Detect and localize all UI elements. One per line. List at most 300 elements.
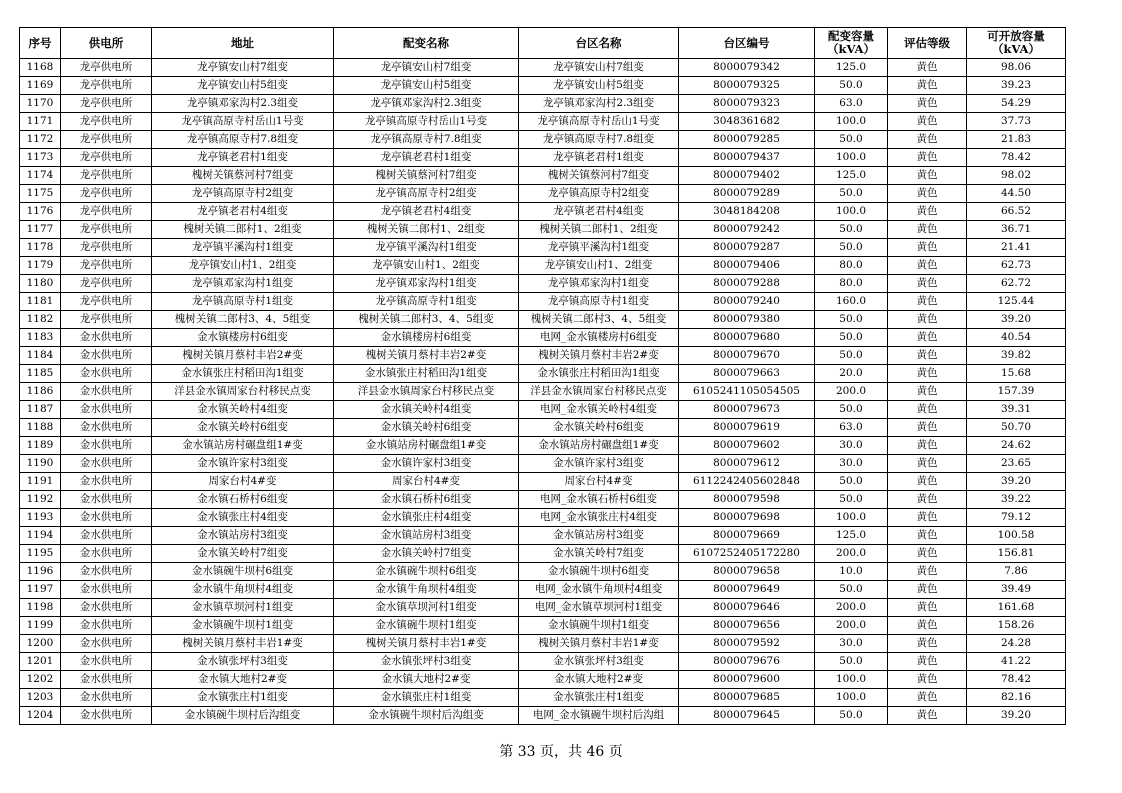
col-grade-cell: 黄色 bbox=[888, 329, 967, 347]
col-area-name-cell: 金水镇张庄村稻田沟1组变 bbox=[519, 365, 679, 383]
col-address-cell: 龙亭镇邓家沟村2.3组变 bbox=[152, 95, 334, 113]
col-station-cell: 金水供电所 bbox=[61, 563, 152, 581]
col-grade-cell: 黄色 bbox=[888, 581, 967, 599]
col-capacity-cell: 100.0 bbox=[815, 689, 888, 707]
col-transformer-name-cell: 金水镇草坝河村1组变 bbox=[334, 599, 519, 617]
col-area-name-cell: 龙亭镇高原寺村7.8组变 bbox=[519, 131, 679, 149]
col-grade-cell: 黄色 bbox=[888, 455, 967, 473]
col-grade-cell: 黄色 bbox=[888, 95, 967, 113]
table-row bbox=[20, 365, 1066, 383]
col-capacity-cell: 200.0 bbox=[815, 599, 888, 617]
col-area-name-cell: 龙亭镇老君村4组变 bbox=[519, 203, 679, 221]
col-station-cell: 金水供电所 bbox=[61, 491, 152, 509]
col-open-capacity-cell: 158.26 bbox=[967, 617, 1066, 635]
col-address-cell: 龙亭镇高原寺村1组变 bbox=[152, 293, 334, 311]
table-row bbox=[20, 203, 1066, 221]
col-area-code-cell: 8000079649 bbox=[679, 581, 815, 599]
col-area-code-cell: 8000079288 bbox=[679, 275, 815, 293]
col-open-capacity-cell: 39.22 bbox=[967, 491, 1066, 509]
col-transformer-name-cell: 龙亭镇邓家沟村2.3组变 bbox=[334, 95, 519, 113]
col-address-cell: 龙亭镇安山村1、2组变 bbox=[152, 257, 334, 275]
table-row bbox=[20, 509, 1066, 527]
table-row bbox=[20, 545, 1066, 563]
table-row bbox=[20, 239, 1066, 257]
col-station-cell: 龙亭供电所 bbox=[61, 149, 152, 167]
col-grade-cell: 黄色 bbox=[888, 113, 967, 131]
col-transformer-name-cell: 金水镇站房村3组变 bbox=[334, 527, 519, 545]
col-station-cell: 龙亭供电所 bbox=[61, 311, 152, 329]
table-row bbox=[20, 113, 1066, 131]
col-index-cell: 1193 bbox=[20, 509, 61, 527]
col-capacity-cell: 50.0 bbox=[815, 707, 888, 725]
col-area-code-cell: 8000079592 bbox=[679, 635, 815, 653]
col-area-name-cell: 金水镇站房村3组变 bbox=[519, 527, 679, 545]
col-transformer-name-cell: 金水镇楼房村6组变 bbox=[334, 329, 519, 347]
col-area-code-cell: 8000079612 bbox=[679, 455, 815, 473]
col-capacity-cell: 63.0 bbox=[815, 95, 888, 113]
col-index-cell: 1172 bbox=[20, 131, 61, 149]
col-grade-cell: 黄色 bbox=[888, 149, 967, 167]
col-capacity-cell: 200.0 bbox=[815, 545, 888, 563]
col-area-name-cell: 龙亭镇平溪沟村1组变 bbox=[519, 239, 679, 257]
col-address-cell: 龙亭镇安山村7组变 bbox=[152, 59, 334, 77]
col-station-cell: 金水供电所 bbox=[61, 581, 152, 599]
col-open-capacity-cell: 156.81 bbox=[967, 545, 1066, 563]
col-station-cell: 龙亭供电所 bbox=[61, 293, 152, 311]
col-area-name-cell: 洋县金水镇周家台村移民点变 bbox=[519, 383, 679, 401]
col-area-code-cell: 8000079342 bbox=[679, 59, 815, 77]
col-index-cell: 1200 bbox=[20, 635, 61, 653]
header-col-index: 序号 bbox=[20, 28, 61, 59]
col-open-capacity-cell: 24.62 bbox=[967, 437, 1066, 455]
col-index-cell: 1183 bbox=[20, 329, 61, 347]
col-station-cell: 金水供电所 bbox=[61, 347, 152, 365]
col-grade-cell: 黄色 bbox=[888, 239, 967, 257]
header-col-open-capacity: 可开放容量 （kVA） bbox=[967, 28, 1066, 59]
col-area-name-cell: 金水镇大地村2#变 bbox=[519, 671, 679, 689]
col-area-code-cell: 8000079646 bbox=[679, 599, 815, 617]
col-index-cell: 1201 bbox=[20, 653, 61, 671]
col-area-code-cell: 8000079285 bbox=[679, 131, 815, 149]
col-capacity-cell: 160.0 bbox=[815, 293, 888, 311]
table-row bbox=[20, 491, 1066, 509]
col-capacity-cell: 125.0 bbox=[815, 59, 888, 77]
col-transformer-name-cell: 金水镇石桥村6组变 bbox=[334, 491, 519, 509]
col-open-capacity-cell: 161.68 bbox=[967, 599, 1066, 617]
col-area-name-cell: 龙亭镇高原寺村1组变 bbox=[519, 293, 679, 311]
col-address-cell: 金水镇张庄村1组变 bbox=[152, 689, 334, 707]
col-open-capacity-cell: 39.82 bbox=[967, 347, 1066, 365]
col-area-code-cell: 8000079670 bbox=[679, 347, 815, 365]
col-capacity-cell: 100.0 bbox=[815, 113, 888, 131]
col-transformer-name-cell: 龙亭镇平溪沟村1组变 bbox=[334, 239, 519, 257]
header-col-area-code: 台区编号 bbox=[679, 28, 815, 59]
col-transformer-name-cell: 金水镇张庄村1组变 bbox=[334, 689, 519, 707]
table-row bbox=[20, 131, 1066, 149]
col-open-capacity-cell: 66.52 bbox=[967, 203, 1066, 221]
col-capacity-cell: 20.0 bbox=[815, 365, 888, 383]
table-row bbox=[20, 95, 1066, 113]
col-transformer-name-cell: 龙亭镇高原寺村2组变 bbox=[334, 185, 519, 203]
col-station-cell: 龙亭供电所 bbox=[61, 275, 152, 293]
col-area-code-cell: 8000079680 bbox=[679, 329, 815, 347]
col-transformer-name-cell: 槐树关镇月蔡村丰岩1#变 bbox=[334, 635, 519, 653]
col-capacity-cell: 50.0 bbox=[815, 653, 888, 671]
header-col-capacity: 配变容量 （kVA） bbox=[815, 28, 888, 59]
col-open-capacity-cell: 98.02 bbox=[967, 167, 1066, 185]
table-row bbox=[20, 617, 1066, 635]
col-capacity-cell: 30.0 bbox=[815, 455, 888, 473]
col-address-cell: 龙亭镇安山村5组变 bbox=[152, 77, 334, 95]
col-index-cell: 1169 bbox=[20, 77, 61, 95]
col-address-cell: 龙亭镇邓家沟村1组变 bbox=[152, 275, 334, 293]
col-station-cell: 金水供电所 bbox=[61, 419, 152, 437]
col-area-code-cell: 8000079656 bbox=[679, 617, 815, 635]
col-open-capacity-cell: 41.22 bbox=[967, 653, 1066, 671]
col-area-name-cell: 金水镇碗牛坝村6组变 bbox=[519, 563, 679, 581]
table-row bbox=[20, 347, 1066, 365]
col-capacity-cell: 80.0 bbox=[815, 275, 888, 293]
col-address-cell: 金水镇碗牛坝村1组变 bbox=[152, 617, 334, 635]
col-station-cell: 金水供电所 bbox=[61, 653, 152, 671]
col-transformer-name-cell: 槐树关镇月蔡村丰岩2#变 bbox=[334, 347, 519, 365]
table-row bbox=[20, 293, 1066, 311]
col-capacity-cell: 50.0 bbox=[815, 401, 888, 419]
col-area-name-cell: 槐树关镇蔡河村7组变 bbox=[519, 167, 679, 185]
col-address-cell: 槐树关镇二郎村3、4、5组变 bbox=[152, 311, 334, 329]
table-row bbox=[20, 311, 1066, 329]
col-grade-cell: 黄色 bbox=[888, 257, 967, 275]
col-transformer-name-cell: 金水镇牛角坝村4组变 bbox=[334, 581, 519, 599]
col-index-cell: 1188 bbox=[20, 419, 61, 437]
col-grade-cell: 黄色 bbox=[888, 185, 967, 203]
header-col-station: 供电所 bbox=[61, 28, 152, 59]
table-row bbox=[20, 689, 1066, 707]
col-address-cell: 金水镇石桥村6组变 bbox=[152, 491, 334, 509]
table-row bbox=[20, 635, 1066, 653]
col-open-capacity-cell: 50.70 bbox=[967, 419, 1066, 437]
col-area-code-cell: 8000079602 bbox=[679, 437, 815, 455]
col-grade-cell: 黄色 bbox=[888, 221, 967, 239]
col-transformer-name-cell: 周家台村4#变 bbox=[334, 473, 519, 491]
col-area-name-cell: 槐树关镇二郎村1、2组变 bbox=[519, 221, 679, 239]
col-open-capacity-cell: 157.39 bbox=[967, 383, 1066, 401]
col-area-name-cell: 电网_金水镇牛角坝村4组变 bbox=[519, 581, 679, 599]
col-index-cell: 1180 bbox=[20, 275, 61, 293]
col-open-capacity-cell: 125.44 bbox=[967, 293, 1066, 311]
col-capacity-cell: 100.0 bbox=[815, 671, 888, 689]
col-capacity-cell: 50.0 bbox=[815, 131, 888, 149]
col-open-capacity-cell: 24.28 bbox=[967, 635, 1066, 653]
col-address-cell: 龙亭镇高原寺村7.8组变 bbox=[152, 131, 334, 149]
col-transformer-name-cell: 金水镇碗牛坝村1组变 bbox=[334, 617, 519, 635]
col-area-name-cell: 金水镇碗牛坝村1组变 bbox=[519, 617, 679, 635]
col-open-capacity-cell: 79.12 bbox=[967, 509, 1066, 527]
page-number: 第 33 页，共 46 页 bbox=[499, 744, 623, 760]
col-index-cell: 1182 bbox=[20, 311, 61, 329]
col-grade-cell: 黄色 bbox=[888, 473, 967, 491]
col-station-cell: 龙亭供电所 bbox=[61, 113, 152, 131]
col-address-cell: 金水镇关岭村4组变 bbox=[152, 401, 334, 419]
col-capacity-cell: 63.0 bbox=[815, 419, 888, 437]
col-area-name-cell: 槐树关镇二郎村3、4、5组变 bbox=[519, 311, 679, 329]
col-station-cell: 金水供电所 bbox=[61, 671, 152, 689]
col-capacity-cell: 50.0 bbox=[815, 473, 888, 491]
col-index-cell: 1173 bbox=[20, 149, 61, 167]
col-index-cell: 1175 bbox=[20, 185, 61, 203]
col-transformer-name-cell: 金水镇大地村2#变 bbox=[334, 671, 519, 689]
table-row bbox=[20, 167, 1066, 185]
col-capacity-cell: 200.0 bbox=[815, 383, 888, 401]
col-capacity-cell: 100.0 bbox=[815, 509, 888, 527]
header-col-address: 地址 bbox=[152, 28, 334, 59]
col-area-code-cell: 8000079645 bbox=[679, 707, 815, 725]
col-area-code-cell: 8000079406 bbox=[679, 257, 815, 275]
col-grade-cell: 黄色 bbox=[888, 203, 967, 221]
col-index-cell: 1178 bbox=[20, 239, 61, 257]
col-station-cell: 龙亭供电所 bbox=[61, 221, 152, 239]
col-area-name-cell: 龙亭镇老君村1组变 bbox=[519, 149, 679, 167]
col-grade-cell: 黄色 bbox=[888, 59, 967, 77]
col-area-code-cell: 8000079598 bbox=[679, 491, 815, 509]
col-index-cell: 1176 bbox=[20, 203, 61, 221]
table-row bbox=[20, 671, 1066, 689]
col-index-cell: 1204 bbox=[20, 707, 61, 725]
col-capacity-cell: 10.0 bbox=[815, 563, 888, 581]
col-index-cell: 1192 bbox=[20, 491, 61, 509]
col-area-name-cell: 电网_金水镇张庄村4组变 bbox=[519, 509, 679, 527]
col-station-cell: 金水供电所 bbox=[61, 509, 152, 527]
col-address-cell: 槐树关镇月蔡村丰岩1#变 bbox=[152, 635, 334, 653]
col-open-capacity-cell: 37.73 bbox=[967, 113, 1066, 131]
col-area-code-cell: 8000079437 bbox=[679, 149, 815, 167]
col-capacity-cell: 30.0 bbox=[815, 635, 888, 653]
col-transformer-name-cell: 金水镇关岭村6组变 bbox=[334, 419, 519, 437]
table-row bbox=[20, 437, 1066, 455]
col-grade-cell: 黄色 bbox=[888, 77, 967, 95]
col-transformer-name-cell: 龙亭镇高原寺村7.8组变 bbox=[334, 131, 519, 149]
table-body bbox=[20, 59, 1066, 725]
col-station-cell: 金水供电所 bbox=[61, 473, 152, 491]
col-area-name-cell: 龙亭镇高原寺村2组变 bbox=[519, 185, 679, 203]
col-grade-cell: 黄色 bbox=[888, 437, 967, 455]
col-area-code-cell: 8000079685 bbox=[679, 689, 815, 707]
col-index-cell: 1195 bbox=[20, 545, 61, 563]
col-station-cell: 金水供电所 bbox=[61, 437, 152, 455]
col-open-capacity-cell: 39.49 bbox=[967, 581, 1066, 599]
col-grade-cell: 黄色 bbox=[888, 311, 967, 329]
col-transformer-name-cell: 金水镇关岭村7组变 bbox=[334, 545, 519, 563]
col-capacity-cell: 100.0 bbox=[815, 203, 888, 221]
col-transformer-name-cell: 金水镇碗牛坝村后沟组变 bbox=[334, 707, 519, 725]
col-grade-cell: 黄色 bbox=[888, 527, 967, 545]
col-station-cell: 龙亭供电所 bbox=[61, 59, 152, 77]
col-address-cell: 金水镇大地村2#变 bbox=[152, 671, 334, 689]
col-station-cell: 龙亭供电所 bbox=[61, 95, 152, 113]
col-area-code-cell: 6105241105054505 bbox=[679, 383, 815, 401]
col-transformer-name-cell: 龙亭镇邓家沟村1组变 bbox=[334, 275, 519, 293]
col-transformer-name-cell: 龙亭镇高原寺村1组变 bbox=[334, 293, 519, 311]
col-grade-cell: 黄色 bbox=[888, 131, 967, 149]
col-capacity-cell: 125.0 bbox=[815, 167, 888, 185]
col-address-cell: 周家台村4#变 bbox=[152, 473, 334, 491]
col-capacity-cell: 30.0 bbox=[815, 437, 888, 455]
col-station-cell: 金水供电所 bbox=[61, 527, 152, 545]
col-index-cell: 1174 bbox=[20, 167, 61, 185]
col-area-name-cell: 龙亭镇安山村5组变 bbox=[519, 77, 679, 95]
col-area-name-cell: 电网_金水镇草坝河村1组变 bbox=[519, 599, 679, 617]
col-station-cell: 金水供电所 bbox=[61, 599, 152, 617]
col-capacity-cell: 50.0 bbox=[815, 581, 888, 599]
col-area-code-cell: 6112242405602848 bbox=[679, 473, 815, 491]
col-area-code-cell: 8000079240 bbox=[679, 293, 815, 311]
col-station-cell: 龙亭供电所 bbox=[61, 203, 152, 221]
col-address-cell: 金水镇楼房村6组变 bbox=[152, 329, 334, 347]
col-area-code-cell: 8000079698 bbox=[679, 509, 815, 527]
col-area-code-cell: 8000079287 bbox=[679, 239, 815, 257]
col-station-cell: 龙亭供电所 bbox=[61, 131, 152, 149]
col-capacity-cell: 100.0 bbox=[815, 149, 888, 167]
col-area-name-cell: 电网_金水镇楼房村6组变 bbox=[519, 329, 679, 347]
col-open-capacity-cell: 100.58 bbox=[967, 527, 1066, 545]
col-area-name-cell: 槐树关镇月蔡村丰岩1#变 bbox=[519, 635, 679, 653]
col-grade-cell: 黄色 bbox=[888, 491, 967, 509]
col-area-code-cell: 8000079676 bbox=[679, 653, 815, 671]
col-open-capacity-cell: 15.68 bbox=[967, 365, 1066, 383]
col-grade-cell: 黄色 bbox=[888, 365, 967, 383]
table-row bbox=[20, 59, 1066, 77]
col-address-cell: 金水镇碗牛坝村后沟组变 bbox=[152, 707, 334, 725]
col-grade-cell: 黄色 bbox=[888, 275, 967, 293]
col-area-code-cell: 3048361682 bbox=[679, 113, 815, 131]
col-open-capacity-cell: 78.42 bbox=[967, 149, 1066, 167]
col-transformer-name-cell: 金水镇张庄村稻田沟1组变 bbox=[334, 365, 519, 383]
col-grade-cell: 黄色 bbox=[888, 617, 967, 635]
col-station-cell: 金水供电所 bbox=[61, 635, 152, 653]
col-station-cell: 金水供电所 bbox=[61, 689, 152, 707]
col-grade-cell: 黄色 bbox=[888, 509, 967, 527]
col-address-cell: 槐树关镇月蔡村丰岩2#变 bbox=[152, 347, 334, 365]
col-index-cell: 1203 bbox=[20, 689, 61, 707]
col-grade-cell: 黄色 bbox=[888, 689, 967, 707]
col-station-cell: 龙亭供电所 bbox=[61, 239, 152, 257]
col-area-name-cell: 金水镇许家村3组变 bbox=[519, 455, 679, 473]
col-address-cell: 金水镇站房村3组变 bbox=[152, 527, 334, 545]
table-row bbox=[20, 707, 1066, 725]
col-grade-cell: 黄色 bbox=[888, 167, 967, 185]
col-area-code-cell: 8000079619 bbox=[679, 419, 815, 437]
col-address-cell: 金水镇张庄村4组变 bbox=[152, 509, 334, 527]
col-open-capacity-cell: 7.86 bbox=[967, 563, 1066, 581]
col-open-capacity-cell: 39.20 bbox=[967, 473, 1066, 491]
table-row bbox=[20, 221, 1066, 239]
col-area-name-cell: 金水镇张庄村1组变 bbox=[519, 689, 679, 707]
col-transformer-name-cell: 槐树关镇蔡河村7组变 bbox=[334, 167, 519, 185]
col-area-name-cell: 金水镇关岭村7组变 bbox=[519, 545, 679, 563]
col-capacity-cell: 200.0 bbox=[815, 617, 888, 635]
col-grade-cell: 黄色 bbox=[888, 347, 967, 365]
col-address-cell: 金水镇碗牛坝村6组变 bbox=[152, 563, 334, 581]
col-address-cell: 龙亭镇老君村4组变 bbox=[152, 203, 334, 221]
col-area-name-cell: 龙亭镇安山村7组变 bbox=[519, 59, 679, 77]
col-index-cell: 1170 bbox=[20, 95, 61, 113]
col-station-cell: 龙亭供电所 bbox=[61, 257, 152, 275]
col-station-cell: 金水供电所 bbox=[61, 545, 152, 563]
col-transformer-name-cell: 金水镇碗牛坝村6组变 bbox=[334, 563, 519, 581]
col-open-capacity-cell: 82.16 bbox=[967, 689, 1066, 707]
col-area-code-cell: 8000079380 bbox=[679, 311, 815, 329]
col-area-name-cell: 槐树关镇月蔡村丰岩2#变 bbox=[519, 347, 679, 365]
col-transformer-name-cell: 槐树关镇二郎村3、4、5组变 bbox=[334, 311, 519, 329]
document-page bbox=[19, 27, 1065, 725]
col-station-cell: 金水供电所 bbox=[61, 329, 152, 347]
col-station-cell: 金水供电所 bbox=[61, 455, 152, 473]
header-col-transformer-name: 配变名称 bbox=[334, 28, 519, 59]
col-area-code-cell: 8000079323 bbox=[679, 95, 815, 113]
col-area-code-cell: 8000079242 bbox=[679, 221, 815, 239]
col-area-code-cell: 8000079402 bbox=[679, 167, 815, 185]
col-address-cell: 金水镇站房村碾盘组1#变 bbox=[152, 437, 334, 455]
col-address-cell: 龙亭镇老君村1组变 bbox=[152, 149, 334, 167]
col-area-code-cell: 8000079600 bbox=[679, 671, 815, 689]
col-area-name-cell: 金水镇关岭村6组变 bbox=[519, 419, 679, 437]
col-index-cell: 1199 bbox=[20, 617, 61, 635]
col-grade-cell: 黄色 bbox=[888, 401, 967, 419]
col-transformer-name-cell: 金水镇张坪村3组变 bbox=[334, 653, 519, 671]
col-station-cell: 金水供电所 bbox=[61, 707, 152, 725]
col-transformer-name-cell: 龙亭镇高原寺村岳山1号变 bbox=[334, 113, 519, 131]
col-area-name-cell: 龙亭镇高原寺村岳山1号变 bbox=[519, 113, 679, 131]
table-row bbox=[20, 77, 1066, 95]
col-grade-cell: 黄色 bbox=[888, 707, 967, 725]
table-header-row bbox=[20, 28, 1066, 59]
header-col-grade: 评估等级 bbox=[888, 28, 967, 59]
table-row bbox=[20, 581, 1066, 599]
col-open-capacity-cell: 39.31 bbox=[967, 401, 1066, 419]
table-row bbox=[20, 419, 1066, 437]
col-index-cell: 1190 bbox=[20, 455, 61, 473]
col-index-cell: 1179 bbox=[20, 257, 61, 275]
table-row bbox=[20, 563, 1066, 581]
col-station-cell: 金水供电所 bbox=[61, 617, 152, 635]
col-area-code-cell: 8000079669 bbox=[679, 527, 815, 545]
col-area-code-cell: 3048184208 bbox=[679, 203, 815, 221]
col-address-cell: 龙亭镇平溪沟村1组变 bbox=[152, 239, 334, 257]
col-station-cell: 金水供电所 bbox=[61, 401, 152, 419]
col-address-cell: 金水镇关岭村7组变 bbox=[152, 545, 334, 563]
col-index-cell: 1184 bbox=[20, 347, 61, 365]
col-area-code-cell: 8000079658 bbox=[679, 563, 815, 581]
col-address-cell: 金水镇张庄村稻田沟1组变 bbox=[152, 365, 334, 383]
col-station-cell: 龙亭供电所 bbox=[61, 185, 152, 203]
col-capacity-cell: 50.0 bbox=[815, 491, 888, 509]
col-area-code-cell: 6107252405172280 bbox=[679, 545, 815, 563]
col-grade-cell: 黄色 bbox=[888, 563, 967, 581]
col-station-cell: 龙亭供电所 bbox=[61, 77, 152, 95]
col-area-name-cell: 周家台村4#变 bbox=[519, 473, 679, 491]
col-grade-cell: 黄色 bbox=[888, 671, 967, 689]
col-index-cell: 1168 bbox=[20, 59, 61, 77]
col-area-name-cell: 龙亭镇安山村1、2组变 bbox=[519, 257, 679, 275]
table-row bbox=[20, 185, 1066, 203]
col-grade-cell: 黄色 bbox=[888, 545, 967, 563]
col-grade-cell: 黄色 bbox=[888, 653, 967, 671]
col-area-name-cell: 龙亭镇邓家沟村2.3组变 bbox=[519, 95, 679, 113]
col-grade-cell: 黄色 bbox=[888, 293, 967, 311]
col-address-cell: 洋县金水镇周家台村移民点变 bbox=[152, 383, 334, 401]
col-transformer-name-cell: 龙亭镇老君村1组变 bbox=[334, 149, 519, 167]
col-index-cell: 1202 bbox=[20, 671, 61, 689]
